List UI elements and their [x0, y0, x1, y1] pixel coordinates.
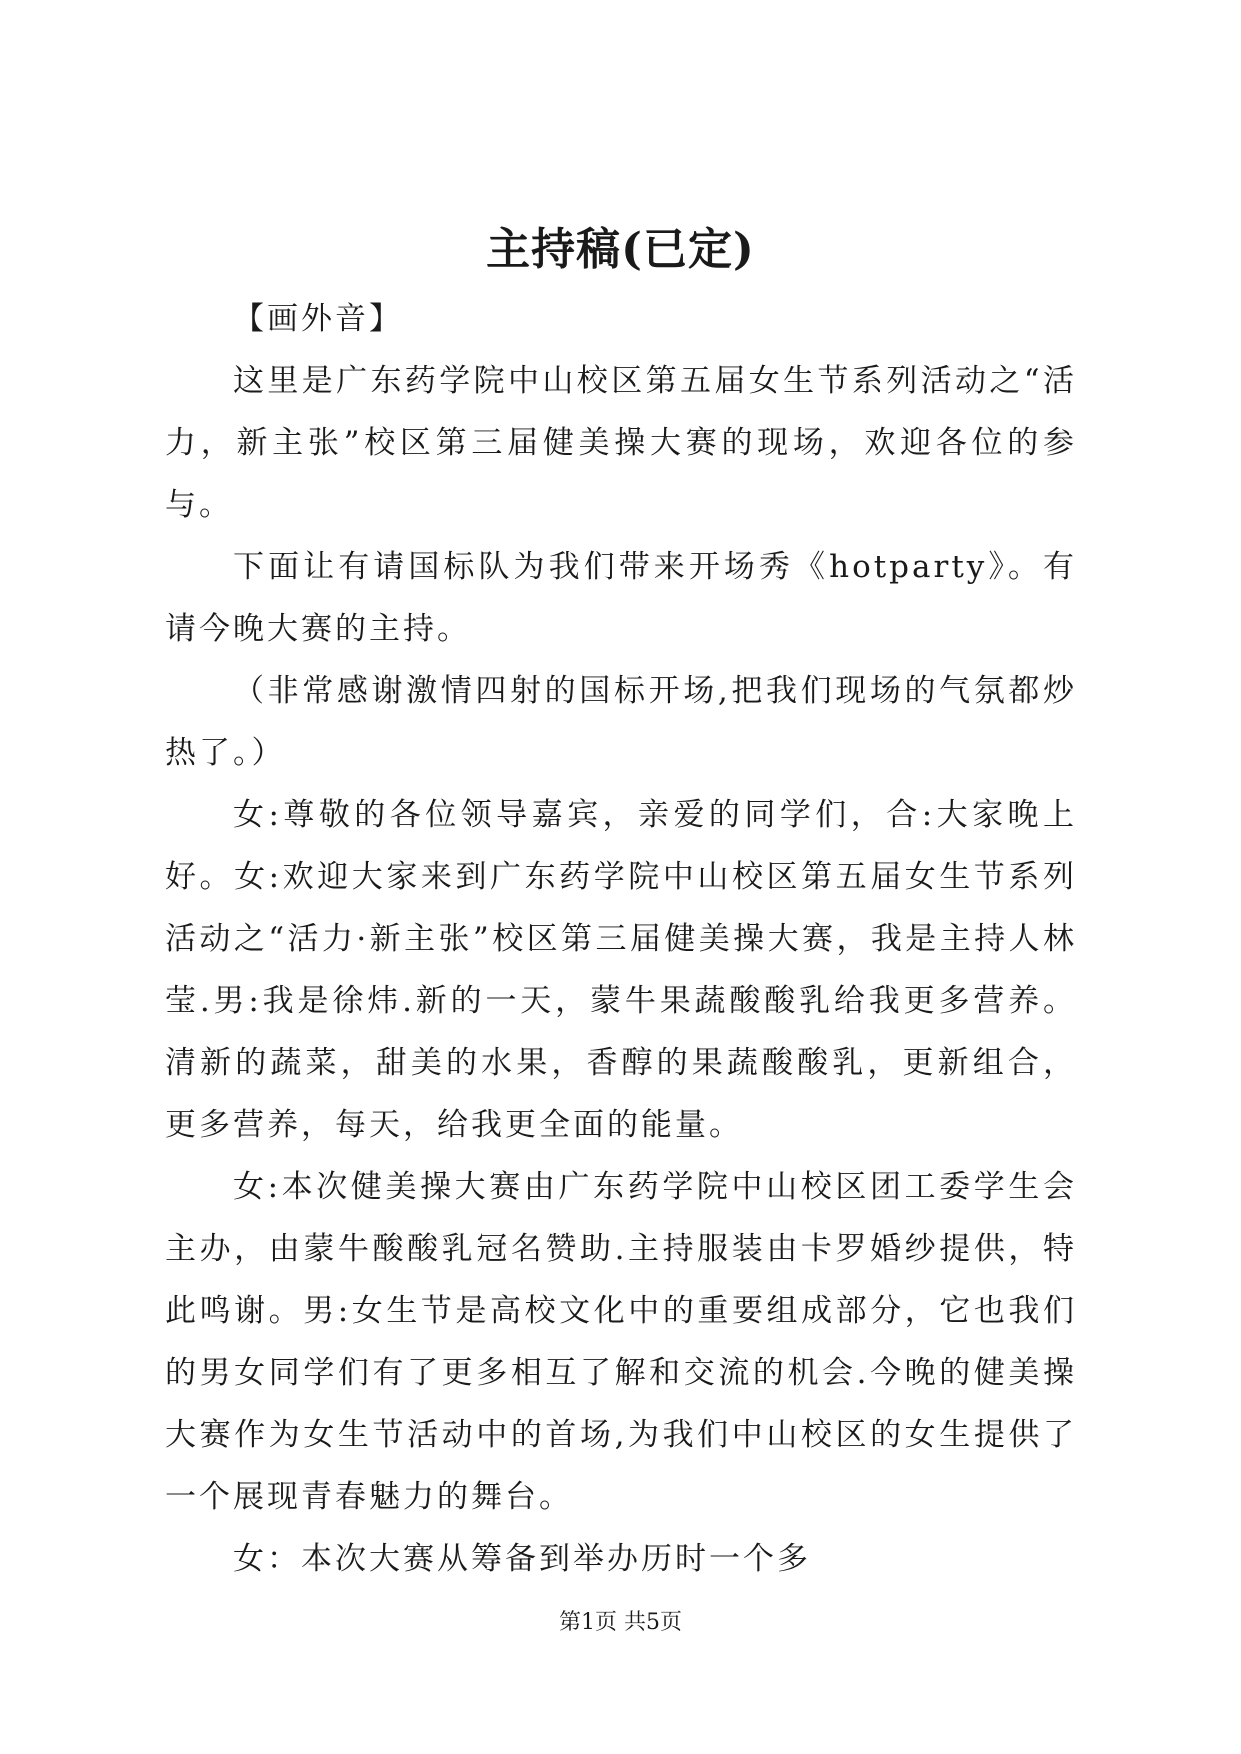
paragraph-voiceover-label: 【画外音】 [233, 301, 403, 337]
paragraph-greeting: 女:尊敬的各位领导嘉宾，亲爱的同学们，合:大家晚上好。女:欢迎大家来到广东药学院中山校区第五届女生节系列活动之“活力·新主张”校区第三届健美操大赛，我是主持人林莹.男:我是徐炜.新的一天，蒙牛果蔬酸酸乳给我更多营养。清新的蔬菜，甜美的水果，香醇的果蔬酸酸乳，更新组合，更多营养，每天，给我更全面的能量。 [165, 797, 1077, 1143]
paragraph-preparation: 女：本次大赛从筹备到举办历时一个多 [233, 1541, 811, 1577]
page-number-footer: 第1页 共5页 [559, 1610, 682, 1635]
document-body [165, 288, 1077, 1590]
paragraph-opening-show: 下面让有请国标队为我们带来开场秀《hotparty》。有请今晚大赛的主持。 [165, 549, 1077, 647]
paragraph-sponsor: 女:本次健美操大赛由广东药学院中山校区团工委学生会主办，由蒙牛酸酸乳冠名赞助.主持服装由卡罗婚纱提供，特此鸣谢。男:女生节是高校文化中的重要组成部分，它也我们的男女同学们有了更多相互了解和交流的机会.今晚的健美操大赛作为女生节活动中的首场,为我们中山校区的女生提供了一个展现青春魅力的舞台。 [165, 1169, 1077, 1515]
page-title: 主持稿(已定) [486, 224, 755, 275]
paragraph-thanks: （非常感谢激情四射的国标开场,把我们现场的气氛都炒热了。） [165, 673, 1077, 771]
paragraph-intro: 这里是广东药学院中山校区第五届女生节系列活动之“活力，新主张”校区第三届健美操大赛的现场，欢迎各位的参与。 [165, 363, 1077, 523]
